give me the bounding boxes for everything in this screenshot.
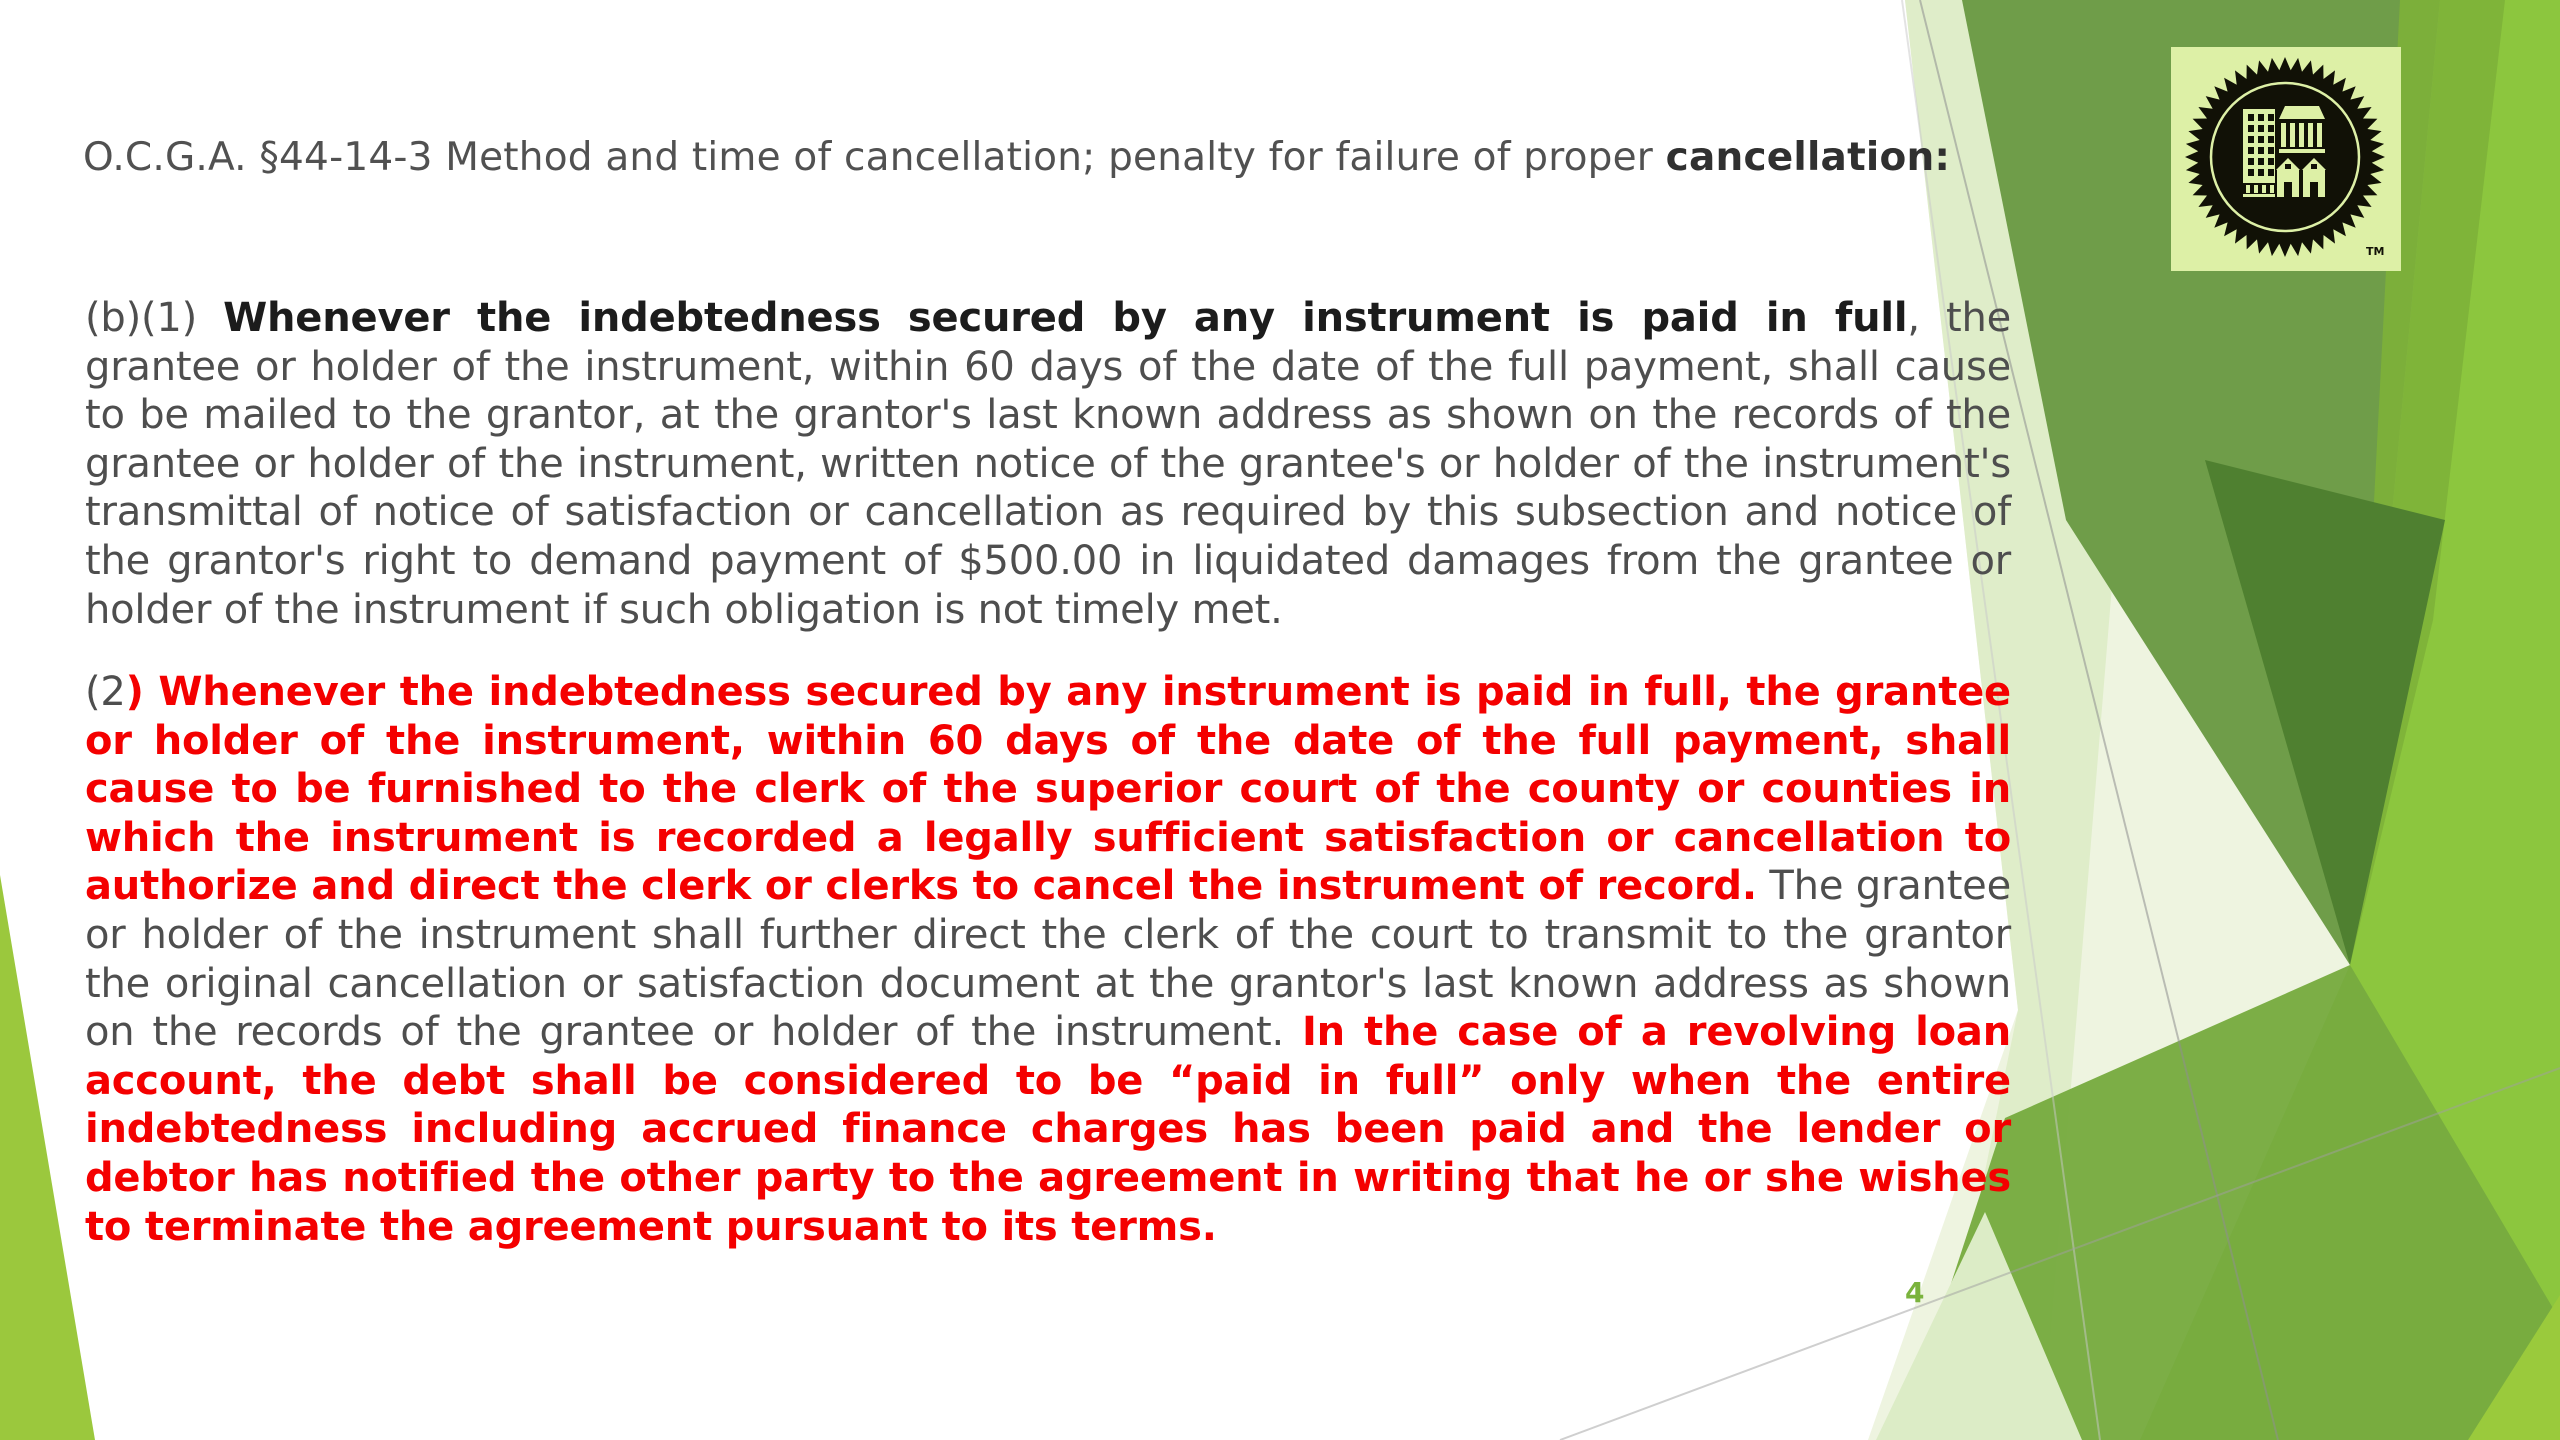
classical-column (2290, 123, 2295, 147)
slide-title-emphasis: cancellation: (1665, 135, 1951, 180)
paragraph-b1-bold-lead: Whenever the indebtedness secured by any instrument is paid in full (223, 295, 1908, 341)
classical-stylobate (2279, 149, 2325, 153)
classical-column (2281, 123, 2286, 147)
seal-starburst (2185, 57, 2385, 257)
colonnade-column (2246, 185, 2250, 193)
decor-left-wedge (0, 875, 95, 1440)
house-door (2310, 182, 2318, 197)
page-number: 4 (1905, 1276, 1925, 1309)
slide-title-main: O.C.G.A. §44-14-3 Method and time of cancellation; penalty for failure of proper (83, 135, 1666, 180)
logo-trademark: TM (2366, 245, 2385, 258)
classical-column (2299, 123, 2304, 147)
colonnade-column (2262, 185, 2266, 193)
classical-column (2308, 123, 2313, 147)
classical-pediment (2279, 106, 2325, 119)
paragraph-b1-prefix: (b)(1) (85, 295, 224, 341)
house-door (2284, 182, 2292, 197)
paragraph-2-red-lead: ) Whenever the indebtedness secured by any instrument is paid in full, the grantee or holder of the instrument, within 60 days of the date of the full payment, shall cause to be furnished to the clerk of the superior court of the county or counties in which the instrument is recorded a legally sufficient satisfaction or cancellation to authorize and direct the clerk or clerks to cancel the instrument of record. (85, 669, 2011, 910)
statute-paragraph-b1 (85, 294, 2011, 634)
classical-column (2317, 123, 2322, 147)
paragraph-2-prefix: (2 (85, 669, 126, 715)
statute-paragraph-2 (85, 668, 2011, 1251)
house-window (2311, 164, 2317, 169)
house-window (2285, 164, 2291, 169)
colonnade-column (2270, 185, 2274, 193)
paragraph-b1-rest: , the grantee or holder of the instrument, within 60 days of the date of the full payment, shall cause to be mailed to the grantor, at the grantor's last known address as shown on the records of the grantee or holder of the instrument, written notice of the grantee's or holder of the instrument's transmittal of notice of satisfaction or cancellation as required by this subsection and notice of the grantor's right to demand payment of $500.00 in liquidated damages from the grantee or holder of the instrument if such obligation is not timely met. (85, 295, 2012, 633)
paragraph-2-middle: The grantee or holder of the instrument shall further direct the clerk of the court to transmit to the grantor the original cancellation or satisfaction document at the grantor's last known address as shown on the records of the grantee or holder of the instrument. (85, 863, 2011, 1056)
seal-with-buildings-logo (2171, 47, 2401, 271)
colonnade-column (2254, 185, 2258, 193)
slide-title (83, 134, 2018, 183)
paragraph-2-red-tail: In the case of a revolving loan account, the debt shall be considered to be “paid in full” only when the entire indebtedness including accrued finance charges has been paid and the lender or debtor has notified the other party to the agreement in writing that he or she wishes to terminate the agreement pursuant to its terms. (85, 1009, 2011, 1250)
